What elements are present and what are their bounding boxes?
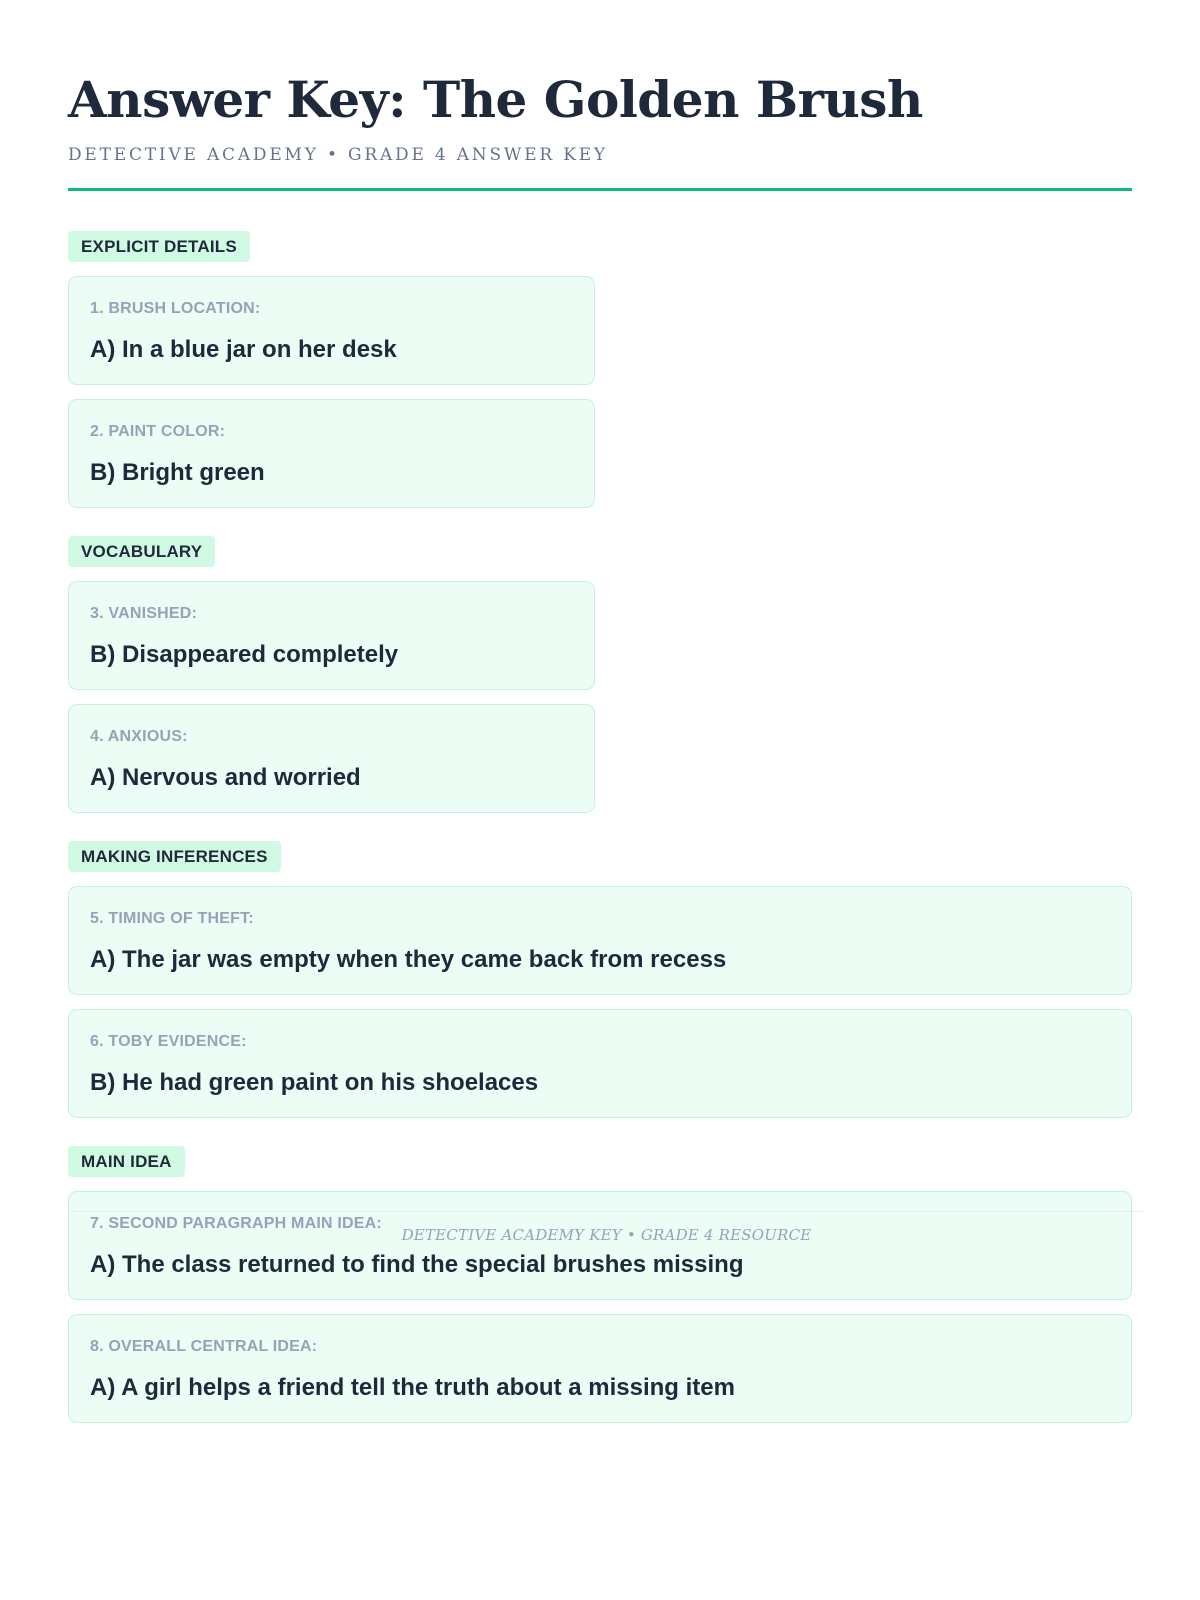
answer-text: A) Nervous and worried [90, 764, 361, 791]
answer-card [68, 399, 595, 508]
answer-text: B) Bright green [90, 459, 265, 486]
section-explicit-details [68, 231, 1132, 508]
answer-card [68, 581, 595, 690]
answer-text: A) A girl helps a friend tell the truth about a missing item [90, 1374, 735, 1401]
section-tag: MAIN IDEA [68, 1146, 185, 1177]
answer-card [68, 886, 1132, 995]
answer-text: B) He had green paint on his shoelaces [90, 1069, 539, 1096]
footer-text: DETECTIVE ACADEMY KEY • GRADE 4 RESOURCE [401, 1226, 812, 1244]
answer-text: A) In a blue jar on her desk [90, 336, 397, 363]
answer-text: B) Disappeared completely [90, 641, 399, 668]
footer-divider [68, 1211, 1145, 1212]
answer-card [68, 1191, 1132, 1300]
answer-text: A) The class returned to find the special brushes missing [90, 1251, 744, 1278]
answer-text: A) The jar was empty when they came back from recess [90, 946, 727, 973]
question-label: 1. BRUSH LOCATION: [90, 300, 261, 317]
title-divider [68, 188, 1132, 191]
section-tag: EXPLICIT DETAILS [68, 231, 250, 262]
section-tag: VOCABULARY [68, 536, 215, 567]
question-label: 4. ANXIOUS: [90, 728, 188, 745]
section-vocabulary [68, 536, 1132, 813]
answer-cards [68, 886, 1132, 1118]
page-title: Answer Key: The Golden Brush [68, 70, 923, 129]
section-main-idea [68, 1146, 1132, 1423]
answer-card [68, 276, 595, 385]
answer-card [68, 704, 595, 813]
section-tag: MAKING INFERENCES [68, 841, 281, 872]
answer-card [68, 1314, 1132, 1423]
section-making-inferences [68, 841, 1132, 1118]
question-label: 8. OVERALL CENTRAL IDEA: [90, 1338, 318, 1355]
answer-cards [68, 276, 1132, 508]
question-label: 7. SECOND PARAGRAPH MAIN IDEA: [90, 1215, 382, 1232]
question-label: 2. PAINT COLOR: [90, 423, 226, 440]
answer-cards [68, 581, 1132, 813]
question-label: 3. VANISHED: [90, 605, 198, 622]
question-label: 5. TIMING OF THEFT: [90, 910, 254, 927]
answer-card [68, 1009, 1132, 1118]
question-label: 6. TOBY EVIDENCE: [90, 1033, 247, 1050]
page-subtitle: DETECTIVE ACADEMY • GRADE 4 ANSWER KEY [68, 145, 608, 165]
